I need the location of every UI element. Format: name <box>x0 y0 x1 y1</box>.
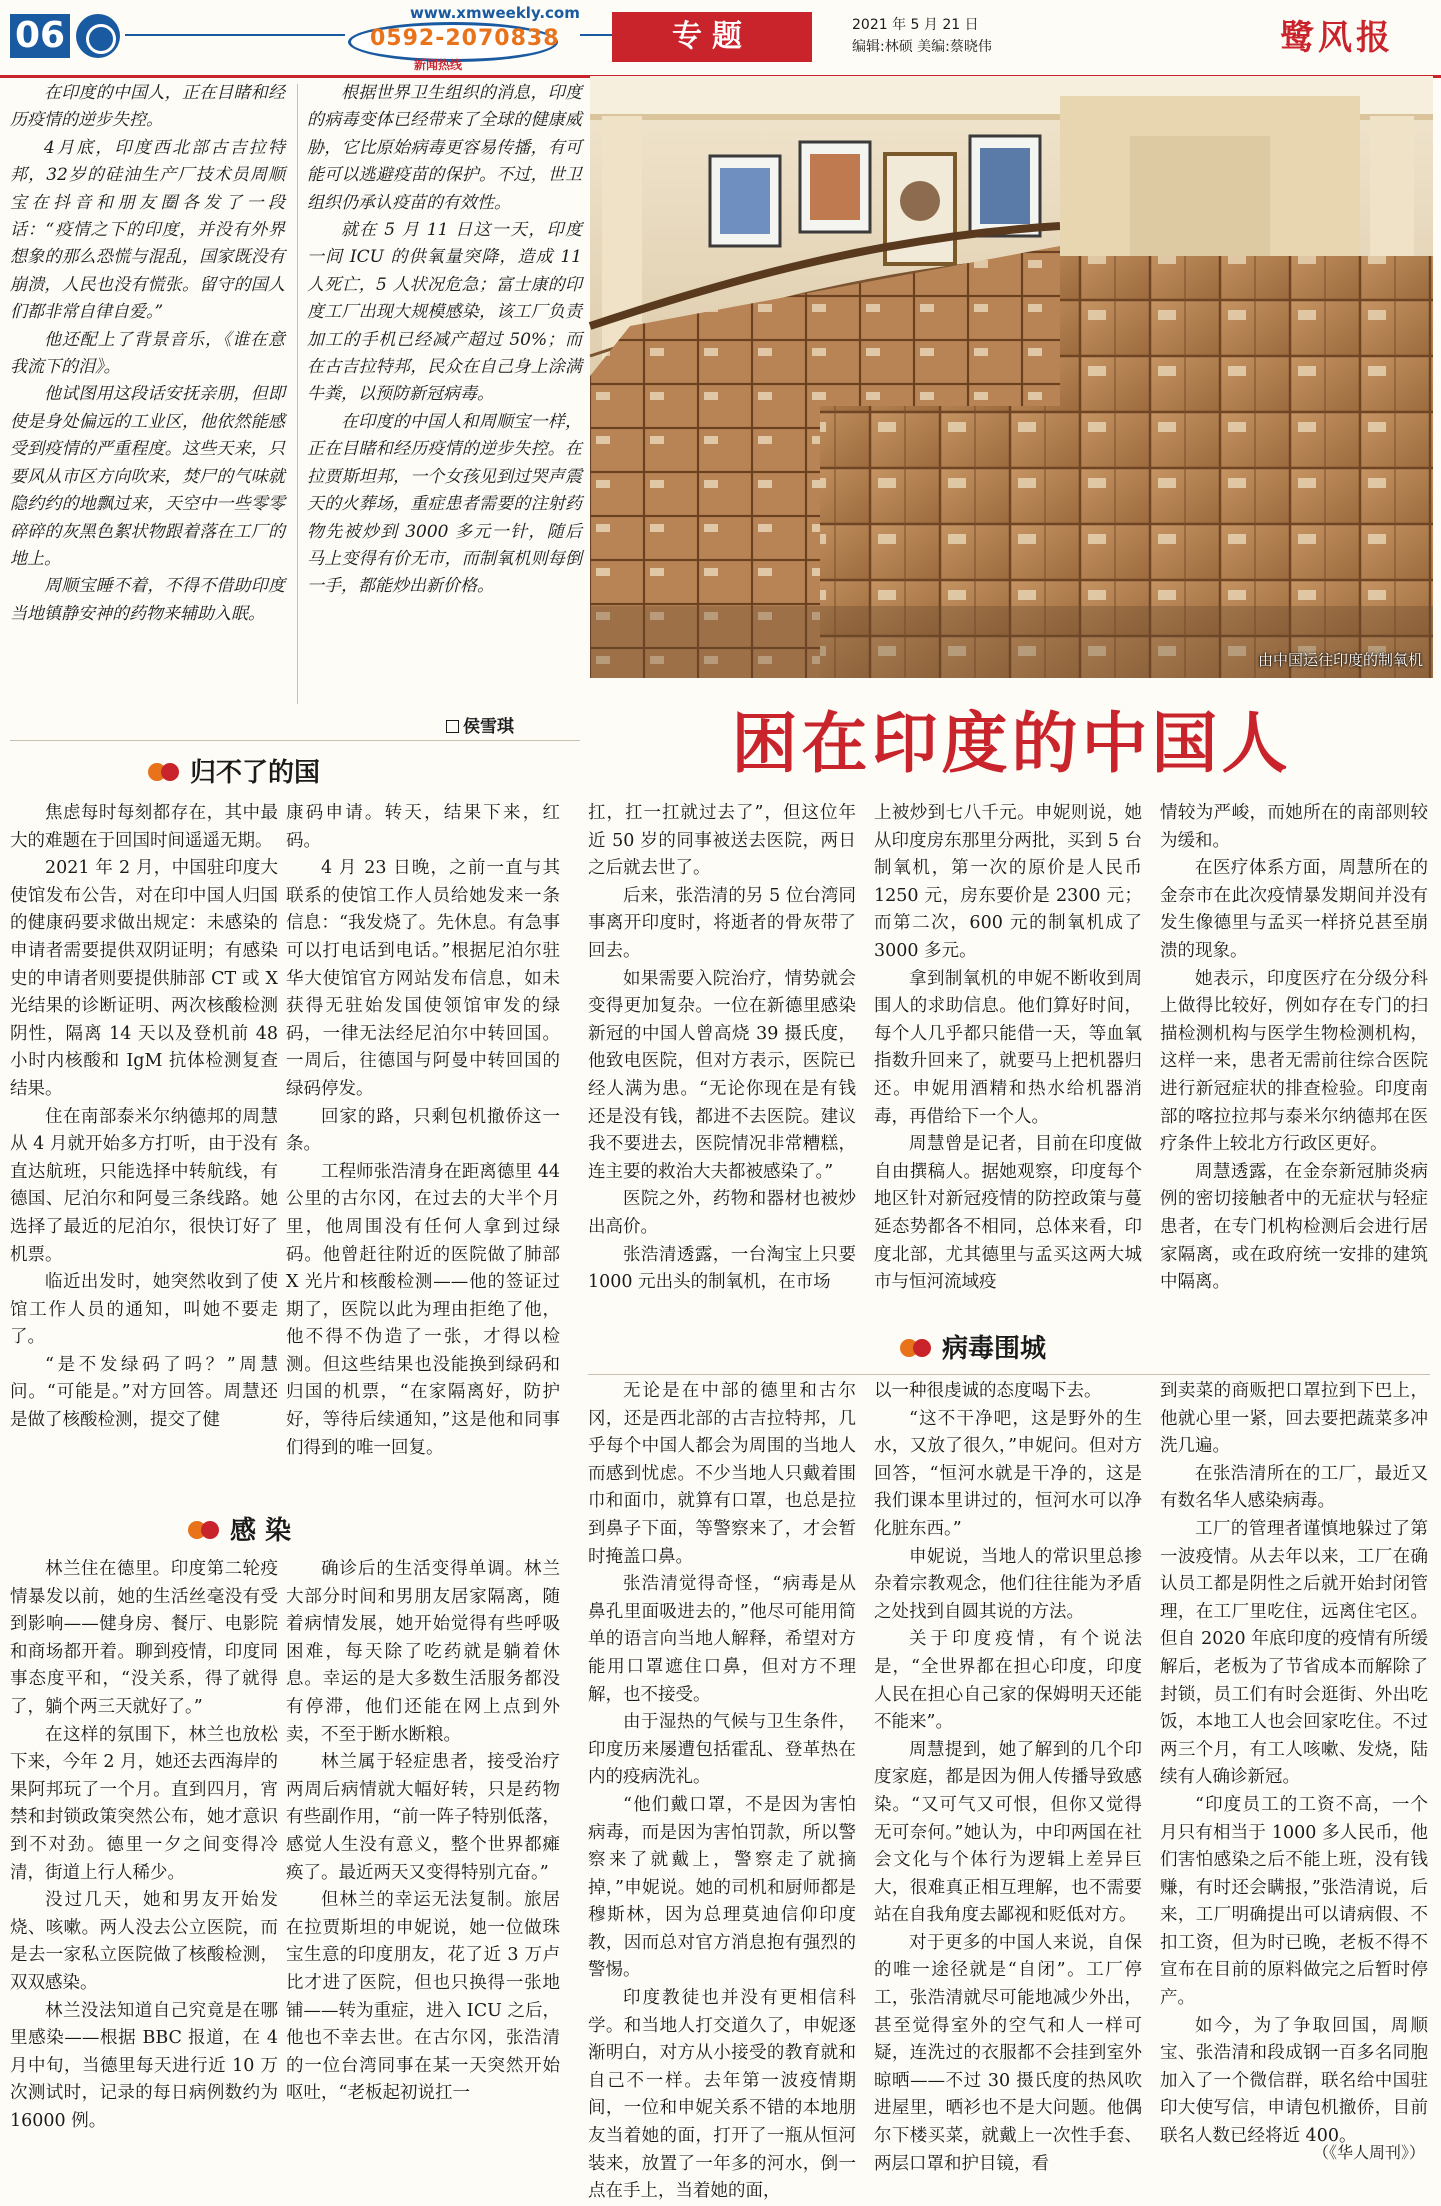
paragraph: 拿到制氧机的申妮不断收到周围人的求助信息。他们算好时间，每个人几乎都只能借一天，等血氧指数升回来了，就要马上把机器归还。申妮用酒精和热水给机器消毒，再借给下一个人。 <box>874 968 1142 1127</box>
intro-bottom-rule <box>10 740 580 741</box>
section3-column-1 <box>588 1378 856 2202</box>
paragraph: 在印度的中国人和周顺宝一样，正在目睹和经历疫情的逆步失控。在拉贾斯坦邦，一个女孩见到过哭声震天的火葬场，重症患者需要的注射药物先被炒到 3000 多元一针，随后马上变得有价无市，而制氧机则每倒一手，都能炒出新价格。 <box>307 411 582 597</box>
paragraph: 对于更多的中国人来说，自保的唯一途径就是“自闭”。工厂停工，张浩清就尽可能地减少外出，甚至觉得室外的空气和人一样可疑，连洗过的衣服都不会挂到室外晾晒——不过 30 摄氏度的热风吹进屋里，晒衫也不是大问题。他偶尔下楼买菜，就戴上一次性手套、两层口罩和护目镜，看 <box>874 1932 1142 2174</box>
section1-column-1 <box>10 800 278 1490</box>
page-header <box>0 0 1441 78</box>
website-url[interactable]: www.xmweekly.com <box>410 4 580 22</box>
column-divider <box>297 84 298 704</box>
newspaper-emblem-icon <box>76 14 120 58</box>
paragraph: 张浩清透露，一台淘宝上只要 1000 元出头的制氧机，在市场 <box>588 1244 856 1293</box>
section2-column-2 <box>286 1556 560 2164</box>
hotline-label: 新闻热线 <box>414 58 463 72</box>
hotline-number: 0592-2070838 <box>370 26 560 51</box>
middle-column-1 <box>588 800 856 1320</box>
paragraph: 焦虑每时每刻都存在，其中最大的难题在于回国时间遥遥无期。 <box>10 803 278 851</box>
section1-column-2 <box>286 800 560 1490</box>
paragraph: 回家的路，只剩包机撤侨这一条。 <box>286 1106 560 1155</box>
paragraph: 周慧曾是记者，目前在印度做自由撰稿人。据她观察，印度每个地区针对新冠疫情的防控政策与蔓延态势都各不相同，总体来看，印度北部，尤其德里与孟买这两大城市与恒河流域疫 <box>874 1134 1142 1293</box>
page-number: 06 <box>10 14 70 58</box>
oxygen-concentrator-photo <box>590 76 1433 678</box>
intro-column-2 <box>307 80 582 700</box>
paragraph: 周顺宝睡不着，不得不借助印度当地镇静安神的药物来辅助入眠。 <box>10 576 285 624</box>
issue-date: 2021 年 5 月 21 日 <box>852 17 979 33</box>
paragraph: “这不干净吧，这是野外的生水，又放了很久，”申妮问。但对方回答，“恒河水就是干净的，这是我们课本里讲过的，恒河水可以净化脏东西。” <box>874 1408 1142 1539</box>
paragraph: 根据世界卫生组织的消息，印度的病毒变体已经带来了全球的健康威胁，它比原始病毒更容易传播，有可能可以逃避疫苗的保护。不过，世卫组织仍承认疫苗的有效性。 <box>307 83 582 213</box>
paragraph: 印度教徒也并没有更相信科学。和当地人打交道久了，申妮逐渐明白，对方从小接受的教育就和自己不一样。去年第一波疫情期间，一位和申妮关系不错的本地朋友当着她的面，打开了一瓶从恒河装来，放置了一年多的河水，倒一点在手上，当着她的面， <box>588 1988 856 2202</box>
author-name: 侯雪琪 <box>463 717 514 737</box>
paragraph: 林兰没法知道自己究竟是在哪里感染——根据 BBC 报道，在 4 月中旬，当德里每天进行近 10 万次测试时，记录的每日病例数约为 16000 例。 <box>10 2000 278 2131</box>
middle-column-2 <box>874 800 1142 1320</box>
subheading-text: 归不了的国 <box>190 758 321 788</box>
paragraph: 上被炒到七八千元。申妮则说，她从印度房东那里分两批，买到 5 台制氧机，第一次的原价是人民币 1250 元，房东要价是 2300 元；而第二次，600 元的制氧机成了 3000 多元。 <box>874 803 1142 961</box>
paragraph: 他还配上了背景音乐，《谁在意我流下的泪》。 <box>10 329 285 378</box>
editor-credits: 编辑:林硕 美编:蔡晓伟 <box>852 39 992 55</box>
paragraph: 到卖菜的商贩把口罩拉到下巴上，他就心里一紧，回去要把蔬菜多冲洗几遍。 <box>1160 1381 1428 1457</box>
paragraph: 由于湿热的气候与卫生条件，印度历来屡遭包括霍乱、登革热在内的疫病洗礼。 <box>588 1712 856 1788</box>
paragraph: 工程师张浩清身在距离德里 44 公里的古尔冈，在过去的大半个月里，他周围没有任何人拿到过绿码。他曾赶往附近的医院做了肺部 X 光片和核酸检测——他的签证过期了，医院以此为理由拒绝了他，他不得不伪造了一张，才得以检测。但这些结果也没能换到绿码和归国的机票，“在家隔离好，防护好，等待后续通知，”这是他和同事们得到的唯一回复。 <box>286 1161 560 1458</box>
subheading-text: 病毒围城 <box>942 1334 1047 1364</box>
subheading-section-3 <box>900 1328 1046 1365</box>
section-label: 专题 <box>612 12 812 62</box>
paragraph: 没过几天，她和男友开始发烧、咳嗽。两人没去公立医院，而是去一家私立医院做了核酸检测，双双感染。 <box>10 1890 278 1993</box>
paragraph: “印度员工的工资不高，一个月只有相当于 1000 多人民币，他们害怕感染之后不能上班，没有钱赚，有时还会瞒报，”张浩清说，后来，工厂明确提出可以请病假、不扣工资，但为时已晚，老板不得不宣布在目前的原料做完之后暂时停产。 <box>1160 1794 1428 2009</box>
paragraph: 申妮说，当地人的常识里总掺杂着宗教观念，他们往往能为矛盾之处找到自圆其说的方法。 <box>874 1546 1142 1622</box>
subheading-section-2 <box>188 1510 291 1547</box>
paragraph: 工厂的管理者谨慎地躲过了第一波疫情。从去年以来，工厂在确认员工都是阴性之后就开始封闭管理，在工厂里吃住，远离住宅区。但自 2020 年底印度的疫情有所缓解后，老板为了节省成本而解除了封锁，员工们有时会逛街、外出吃饭，本地工人也会回家吃住。不过两三个月，有工人咳嗽、发烧，陆续有人确诊新冠。 <box>1160 1518 1428 1788</box>
byline <box>446 712 514 737</box>
paragraph: “是不发绿码了吗？”周慧问。“可能是。”对方回答。周慧还是做了核酸检测，提交了健 <box>10 1354 278 1431</box>
byline-box-icon <box>446 720 459 733</box>
photo-caption: 由中国运往印度的制氧机 <box>1257 651 1423 669</box>
photo-illustration <box>590 76 1433 678</box>
paragraph: 在张浩清所在的工厂，最近又有数名华人感染病毒。 <box>1160 1463 1428 1512</box>
hotline-ad <box>340 4 580 72</box>
paragraph: 她表示，印度医疗在分级分科上做得比较好，例如存在专门的扫描检测机构与医学生物检测机构，这样一来，患者无需前往综合医院进行新冠症状的排查检验。印度南部的喀拉拉邦与泰米尔纳德邦在医疗条件上较北方行政区更好。 <box>1160 968 1428 1155</box>
paragraph: 关于印度疫情，有个说法是，“全世界都在担心印度，印度人民在担心自己家的保姆明天还能不能来”。 <box>874 1629 1142 1733</box>
paragraph: 医院之外，药物和器材也被炒出高价。 <box>588 1189 856 1237</box>
intro-column-1 <box>10 80 285 700</box>
paragraph: 周慧透露，在金奈新冠肺炎病例的密切接触者中的无症状与轻症患者，在专门机构检测后会进行居家隔离，或在政府统一安排的建筑中隔离。 <box>1160 1161 1428 1293</box>
section3-column-3 <box>1160 1378 1428 2147</box>
paragraph: 康码申请。转天，结果下来，红码。 <box>286 803 560 851</box>
paragraph: 林兰住在德里。印度第二轮疫情暴发以前，她的生活丝毫没有受到影响——健身房、餐厅、电影院和商场都开着。聊到疫情，印度同事态度平和，“没关系，得了就得了，躺个两三天就好了。” <box>10 1559 278 1717</box>
newspaper-logo: 鹭风报 <box>1280 18 1394 58</box>
paragraph: 4 月 23 日晚，之前一直与其联系的使馆工作人员给她发来一条信息：“我发烧了。先休息。有急事可以打电话到电话。”根据尼泊尔驻华大使馆官方网站发布信息，如未获得无驻始发国使领馆审发的绿码，一律无法经尼泊尔中转回国。一周后，往德国与阿曼中转回国的绿码停发。 <box>286 858 560 1099</box>
article-headline: 困在印度的中国人 <box>731 705 1292 782</box>
subheading-text: 感 染 <box>230 1516 292 1546</box>
paragraph: 无论是在中部的德里和古尔冈，还是西北部的古吉拉特邦，几乎每个中国人都会为周围的当地人而感到忧虑。不少当地人只戴着围巾和面巾，就算有口罩，也总是拉到鼻子下面，等警察来了，才会暂时掩盖口鼻。 <box>588 1381 856 1567</box>
source-credit: （《华人周刊》） <box>1312 2143 1425 2162</box>
paragraph: 周慧提到，她了解到的几个印度家庭，都是因为佣人传播导致感染。“又可气又可恨，但你又觉得无可奈何。”她认为，中印两国在社会文化与个体行为逻辑上差异巨大，很难真正相互理解，也不需要站在自我角度去鄙视和贬低对方。 <box>874 1739 1142 1926</box>
paragraph: 在这样的氛围下，林兰也放松下来，今年 2 月，她还去西海岸的果阿邦玩了一个月。直到四月，宵禁和封锁政策突然公布，她才意识到不对劲。德里一夕之间变得冷清，街道上行人稀少。 <box>10 1724 278 1883</box>
header-divider <box>125 34 345 36</box>
paragraph: 如果需要入院治疗，情势就会变得更加复杂。一位在新德里感染新冠的中国人曾高烧 39 摄氏度，他致电医院，但对方表示，医院已经人满为患。“无论你现在是有钱还是没有钱，都进不去医院。建议我不要进去，医院情况非常糟糕，连主要的救治大夫都被感染了。” <box>588 968 856 1182</box>
paragraph: 以一种很虔诚的态度喝下去。 <box>874 1381 1102 1401</box>
paragraph: “他们戴口罩，不是因为害怕病毒，而是因为害怕罚款，所以警察来了就戴上，警察走了就摘掉，”申妮说。她的司机和厨师都是穆斯林，因为总理莫迪信仰印度教，因而总对官方消息抱有强烈的警惕。 <box>588 1794 856 1981</box>
paragraph: 在印度的中国人，正在目睹和经历疫情的逆步失控。 <box>10 83 285 131</box>
subheading-section-1 <box>148 752 320 789</box>
paragraph: 就在 5 月 11 日这一天，印度一间 ICU 的供氧量突降，造成 11 人死亡，5 人状况危急；富士康的印度工厂出现大规模感染，该工厂负责加工的手机已经减产超过 50%；而在古吉拉特邦，民众在自己身上涂满牛粪，以预防新冠病毒。 <box>307 220 582 405</box>
paragraph: 张浩清觉得奇怪，“病毒是从鼻孔里面吸进去的，”他尽可能用简单的语言向当地人解释，希望对方能用口罩遮住口鼻，但对方不理解，也不接受。 <box>588 1574 856 1705</box>
paragraph: 在医疗体系方面，周慧所在的金奈市在此次疫情暴发期间并没有发生像德里与孟买一样挤兑甚至崩溃的现象。 <box>1160 858 1428 961</box>
paragraph: 但林兰的幸运无法复制。旅居在拉贾斯坦的申妮说，她一位做珠宝生意的印度朋友，花了近 3 万卢比才进了医院，但也只换得一张地铺——转为重症，进入 ICU 之后，他也不幸去世。在古尔冈，张浩清的一位台湾同事在某一天突然开始呕吐，“老板起初说扛一 <box>286 1890 560 2104</box>
section3-column-2 <box>874 1378 1142 2174</box>
middle-column-3 <box>1160 800 1428 1320</box>
paragraph: 临近出发时，她突然收到了使馆工作人员的通知，叫她不要走了。 <box>10 1272 278 1348</box>
section3-top-rule <box>588 1374 1430 1375</box>
section-bullet-icon <box>188 1519 222 1541</box>
paragraph: 林兰属于轻症患者，接受治疗两周后病情就大幅好转，只是药物有些副作用，“前一阵子特别低落，感觉人生没有意义，整个世界都瘫痪了。最近两天又变得特别亢奋。” <box>286 1752 560 1883</box>
paragraph: 情较为严峻，而她所在的南部则较为缓和。 <box>1160 803 1428 851</box>
section-bullet-icon <box>148 761 182 783</box>
paragraph: 如今，为了争取回国，周顺宝、张浩清和段成钢一百多名同胞加入了一个微信群，联名给中国驻印大使写信，申请包机撤侨，目前联名人数已经将近 400。 <box>1160 2015 1428 2147</box>
section-bullet-icon <box>900 1337 934 1359</box>
paragraph: 4月底，印度西北部古吉拉特邦，32岁的硅油生产厂技术员周顺宝在抖音和朋友圈各发了一段话：“疫情之下的印度，并没有外界想象的那么恐慌与混乱，国家既没有崩溃，人民也没有慌张。留守的国人们都非常自律自爱。” <box>10 137 285 323</box>
section2-column-1 <box>10 1556 278 2164</box>
paragraph: 他试图用这段话安抚亲朋，但即使是身处偏远的工业区，他依然能感受到疫情的严重程度。这些天来，只要风从市区方向吹来，焚尸的气味就隐约约的地飘过来，天空中一些零零碎碎的灰黑色絮状物跟着落在工厂的地上。 <box>10 384 285 569</box>
paragraph: 确诊后的生活变得单调。林兰大部分时间和男朋友居家隔离，随着病情发展，她开始觉得有些呼吸困难，每天除了吃药就是躺着休息。幸运的是大多数生活服务都没有停滞，他们还能在网上点到外卖，不至于断水断粮。 <box>286 1559 560 1745</box>
paragraph: 住在南部泰米尔纳德邦的周慧从 4 月就开始多方打听，由于没有直达航班，只能选择中转航线，有德国、尼泊尔和阿曼三条线路。她选择了最近的尼泊尔，很快订好了机票。 <box>10 1106 278 1265</box>
paragraph: 扛，扛一扛就过去了”，但这位年近 50 岁的同事被送去医院，两日之后就去世了。 <box>588 803 856 879</box>
paragraph: 2021 年 2 月，中国驻印度大使馆发布公告，对在印中国人归国的健康码要求做出规定：未感染的申请者需要提供双阴证明；有感染史的申请者则要提供肺部 CT 或 X 光结果的诊断证明、两次核酸检测阴性，隔离 14 天以及登机前 48 小时内核酸和 IgM 抗体检测复查结果。 <box>10 858 278 1099</box>
paragraph: 后来，张浩清的另 5 位台湾同事离开印度时，将逝者的骨灰带了回去。 <box>588 885 856 961</box>
